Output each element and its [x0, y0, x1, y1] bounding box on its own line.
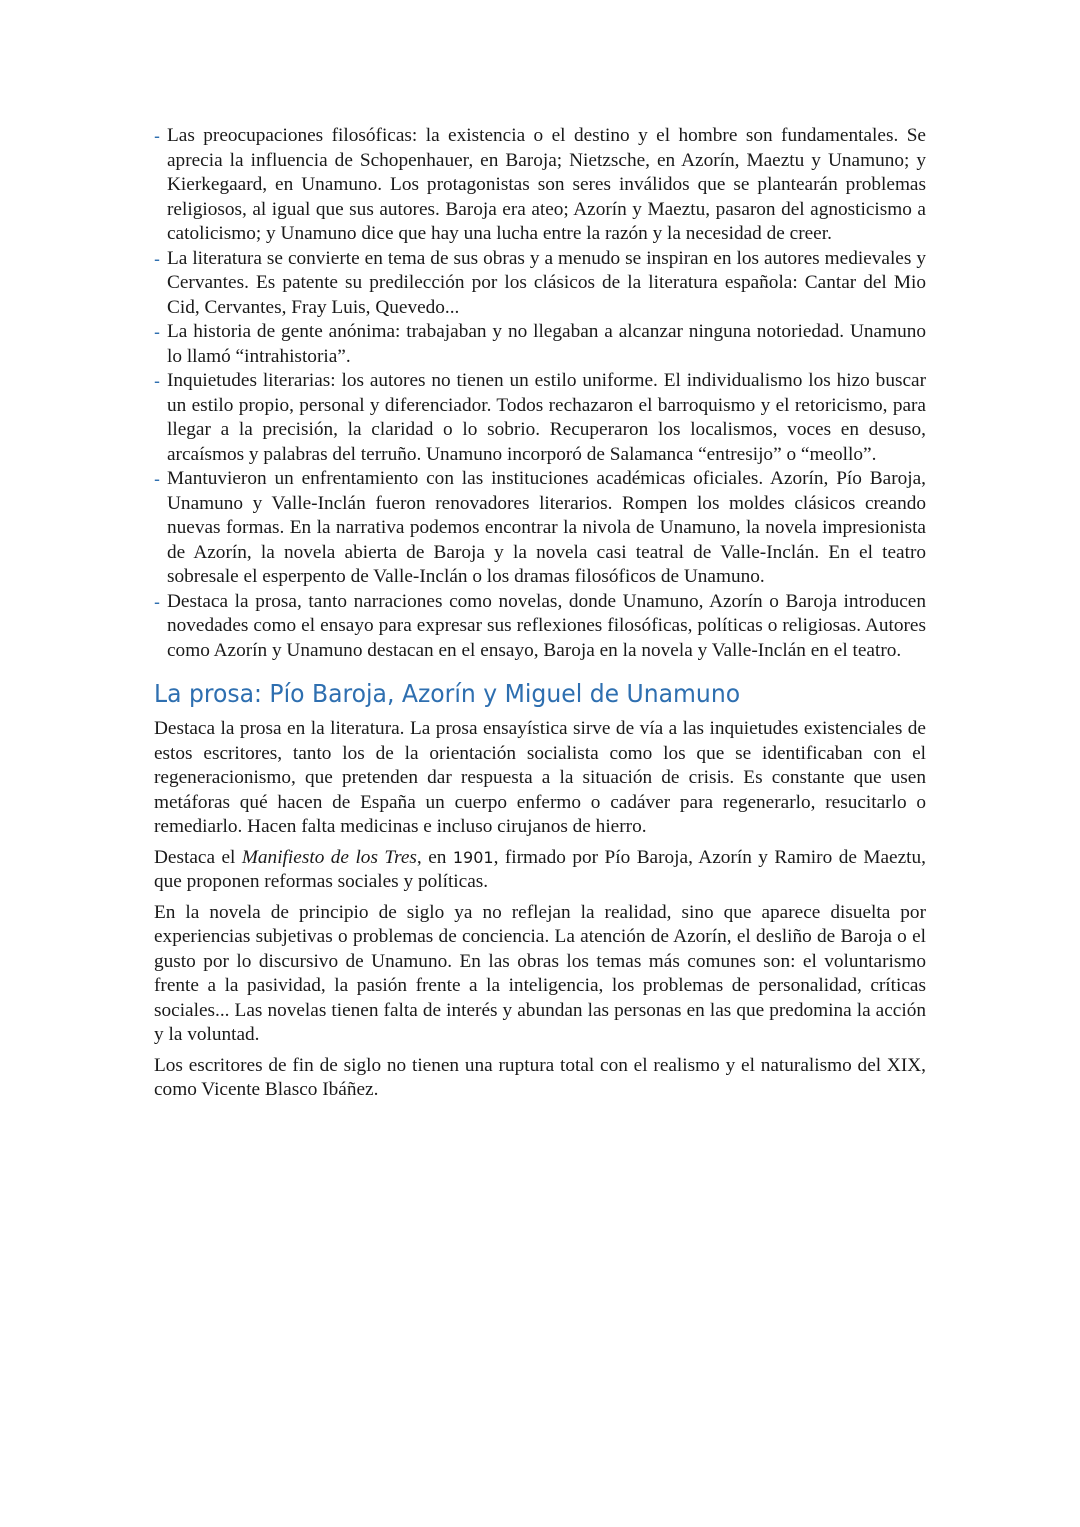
paragraph: Destaca la prosa en la literatura. La prosa ensayística sirve de vía a las inquietudes existenciales de estos escritores, tanto los de la orientación socialista como los que se identificaban con el regeneracionismo, que pretenden dar respuesta a la situación de crisis. Es constante que usen metáforas qué hacen de España un cuerpo enfermo o cadáver para regenerarlo, resucitarlo o remediarlo. Hacen falta medicinas e incluso cirujanos de hierro. [154, 718, 926, 837]
bullet-dash: - [154, 371, 160, 391]
list-item-text: La literatura se convierte en tema de sus obras y a menudo se inspiran en los autores medievales y Cervantes. Es patente su predilección por los clásicos de la literatura española: Cantar del Mio Cid, Cervantes, Fray Luis, Quevedo... [167, 247, 926, 318]
section-heading: La prosa: Pío Baroja, Azorín y Miguel de Unamuno [154, 679, 741, 708]
characteristics-list [154, 124, 926, 663]
year: 1901 [452, 847, 494, 867]
bullet-dash: - [154, 469, 160, 489]
paragraph-text: , firmado por Pío Baroja, Azorín y Ramiro de Maeztu, que proponen reformas sociales y políticas. [154, 846, 926, 892]
paragraph: En la novela de principio de siglo ya no reflejan la realidad, sino que aparece disuelta por experiencias subjetivas o problemas de conciencia. La atención de Azorín, el desliño de Baroja o el gusto por lo discursivo de Unamuno. En las obras los temas más comunes son: el voluntarismo frente a la pasividad, la pasión frente a la inteligencia, los problemas de personalidad, críticas sociales... Las novelas tienen falta de interés y abundan las personas en las que predomina la acción y la voluntad. [154, 901, 926, 1045]
paragraph-text: , en [416, 846, 453, 868]
list-item [154, 124, 926, 247]
list-item [154, 247, 926, 321]
list-item-text: Inquietudes literarias: los autores no tienen un estilo uniforme. El individualismo los hizo buscar un estilo propio, personal y diferenciador. Todos rechazaron el barroquismo y el retoricismo, para llegar a la precisión, la claridad o lo sobrio. Recuperaron los localismos, voces en desuso, arcaísmos y palabras del terruño. Unamuno incorporó de Salamanca “entresijo” o “meollo”. [167, 370, 926, 465]
bullet-dash: - [154, 591, 160, 612]
bullet-dash: - [154, 248, 160, 269]
bullet-dash: - [154, 126, 160, 146]
list-item-text: La historia de gente anónima: trabajaban y no llegaban a alcanzar ninguna notoriedad. Unamuno lo llamó “intrahistoria”. [167, 321, 926, 367]
list-item [154, 369, 926, 467]
paragraph-text: Destaca el [154, 846, 242, 868]
list-item [154, 467, 926, 590]
list-item [154, 590, 926, 664]
bullet-dash: - [154, 322, 160, 342]
list-item-text: Destaca la prosa, tanto narraciones como novelas, donde Unamuno, Azorín o Baroja introducen novedades como el ensayo para expresar sus reflexiones filosóficas, políticas o religiosas. Autores como Azorín y Unamuno destacan en el ensayo, Baroja en la novela y Valle-Inclán en el teatro. [167, 590, 926, 661]
work-title: Manifiesto de los Tres [241, 846, 417, 868]
paragraph: Los escritores de fin de siglo no tienen una ruptura total con el realismo y el naturalismo del XIX, como Vicente Blasco Ibáñez. [154, 1054, 926, 1100]
list-item [154, 320, 926, 369]
list-item-text: Mantuvieron un enfrentamiento con las instituciones académicas oficiales. Azorín, Pío Baroja, Unamuno y Valle-Inclán fueron renovadores literarios. Rompen los moldes clásicos creando nuevas formas. En la narrativa podemos encontrar la nivola de Unamuno, la novela impresionista de Azorín, la novela abierta de Baroja y la novela casi teatral de Valle-Inclán. En el teatro sobresale el esperpento de Valle-Inclán o los dramas filosóficos de Unamuno. [167, 468, 926, 587]
list-item-text: Las preocupaciones filosóficas: la existencia o el destino y el hombre son fundamentales. Se aprecia la influencia de Schopenhauer, en Baroja; Nietzsche, en Azorín, Maeztu y Unamuno; y Kierkegaard, en Unamuno. Los protagonistas son seres inválidos que se plantearán problemas religiosos, al igual que sus autores. Baroja era ateo; Azorín y Maeztu, pasaron del agnosticismo a catolicismo; y Unamuno dice que hay una lucha entre la razón y la necesidad de creer. [167, 125, 926, 244]
document-page [154, 124, 926, 1109]
paragraph-manifiesto [154, 846, 926, 895]
